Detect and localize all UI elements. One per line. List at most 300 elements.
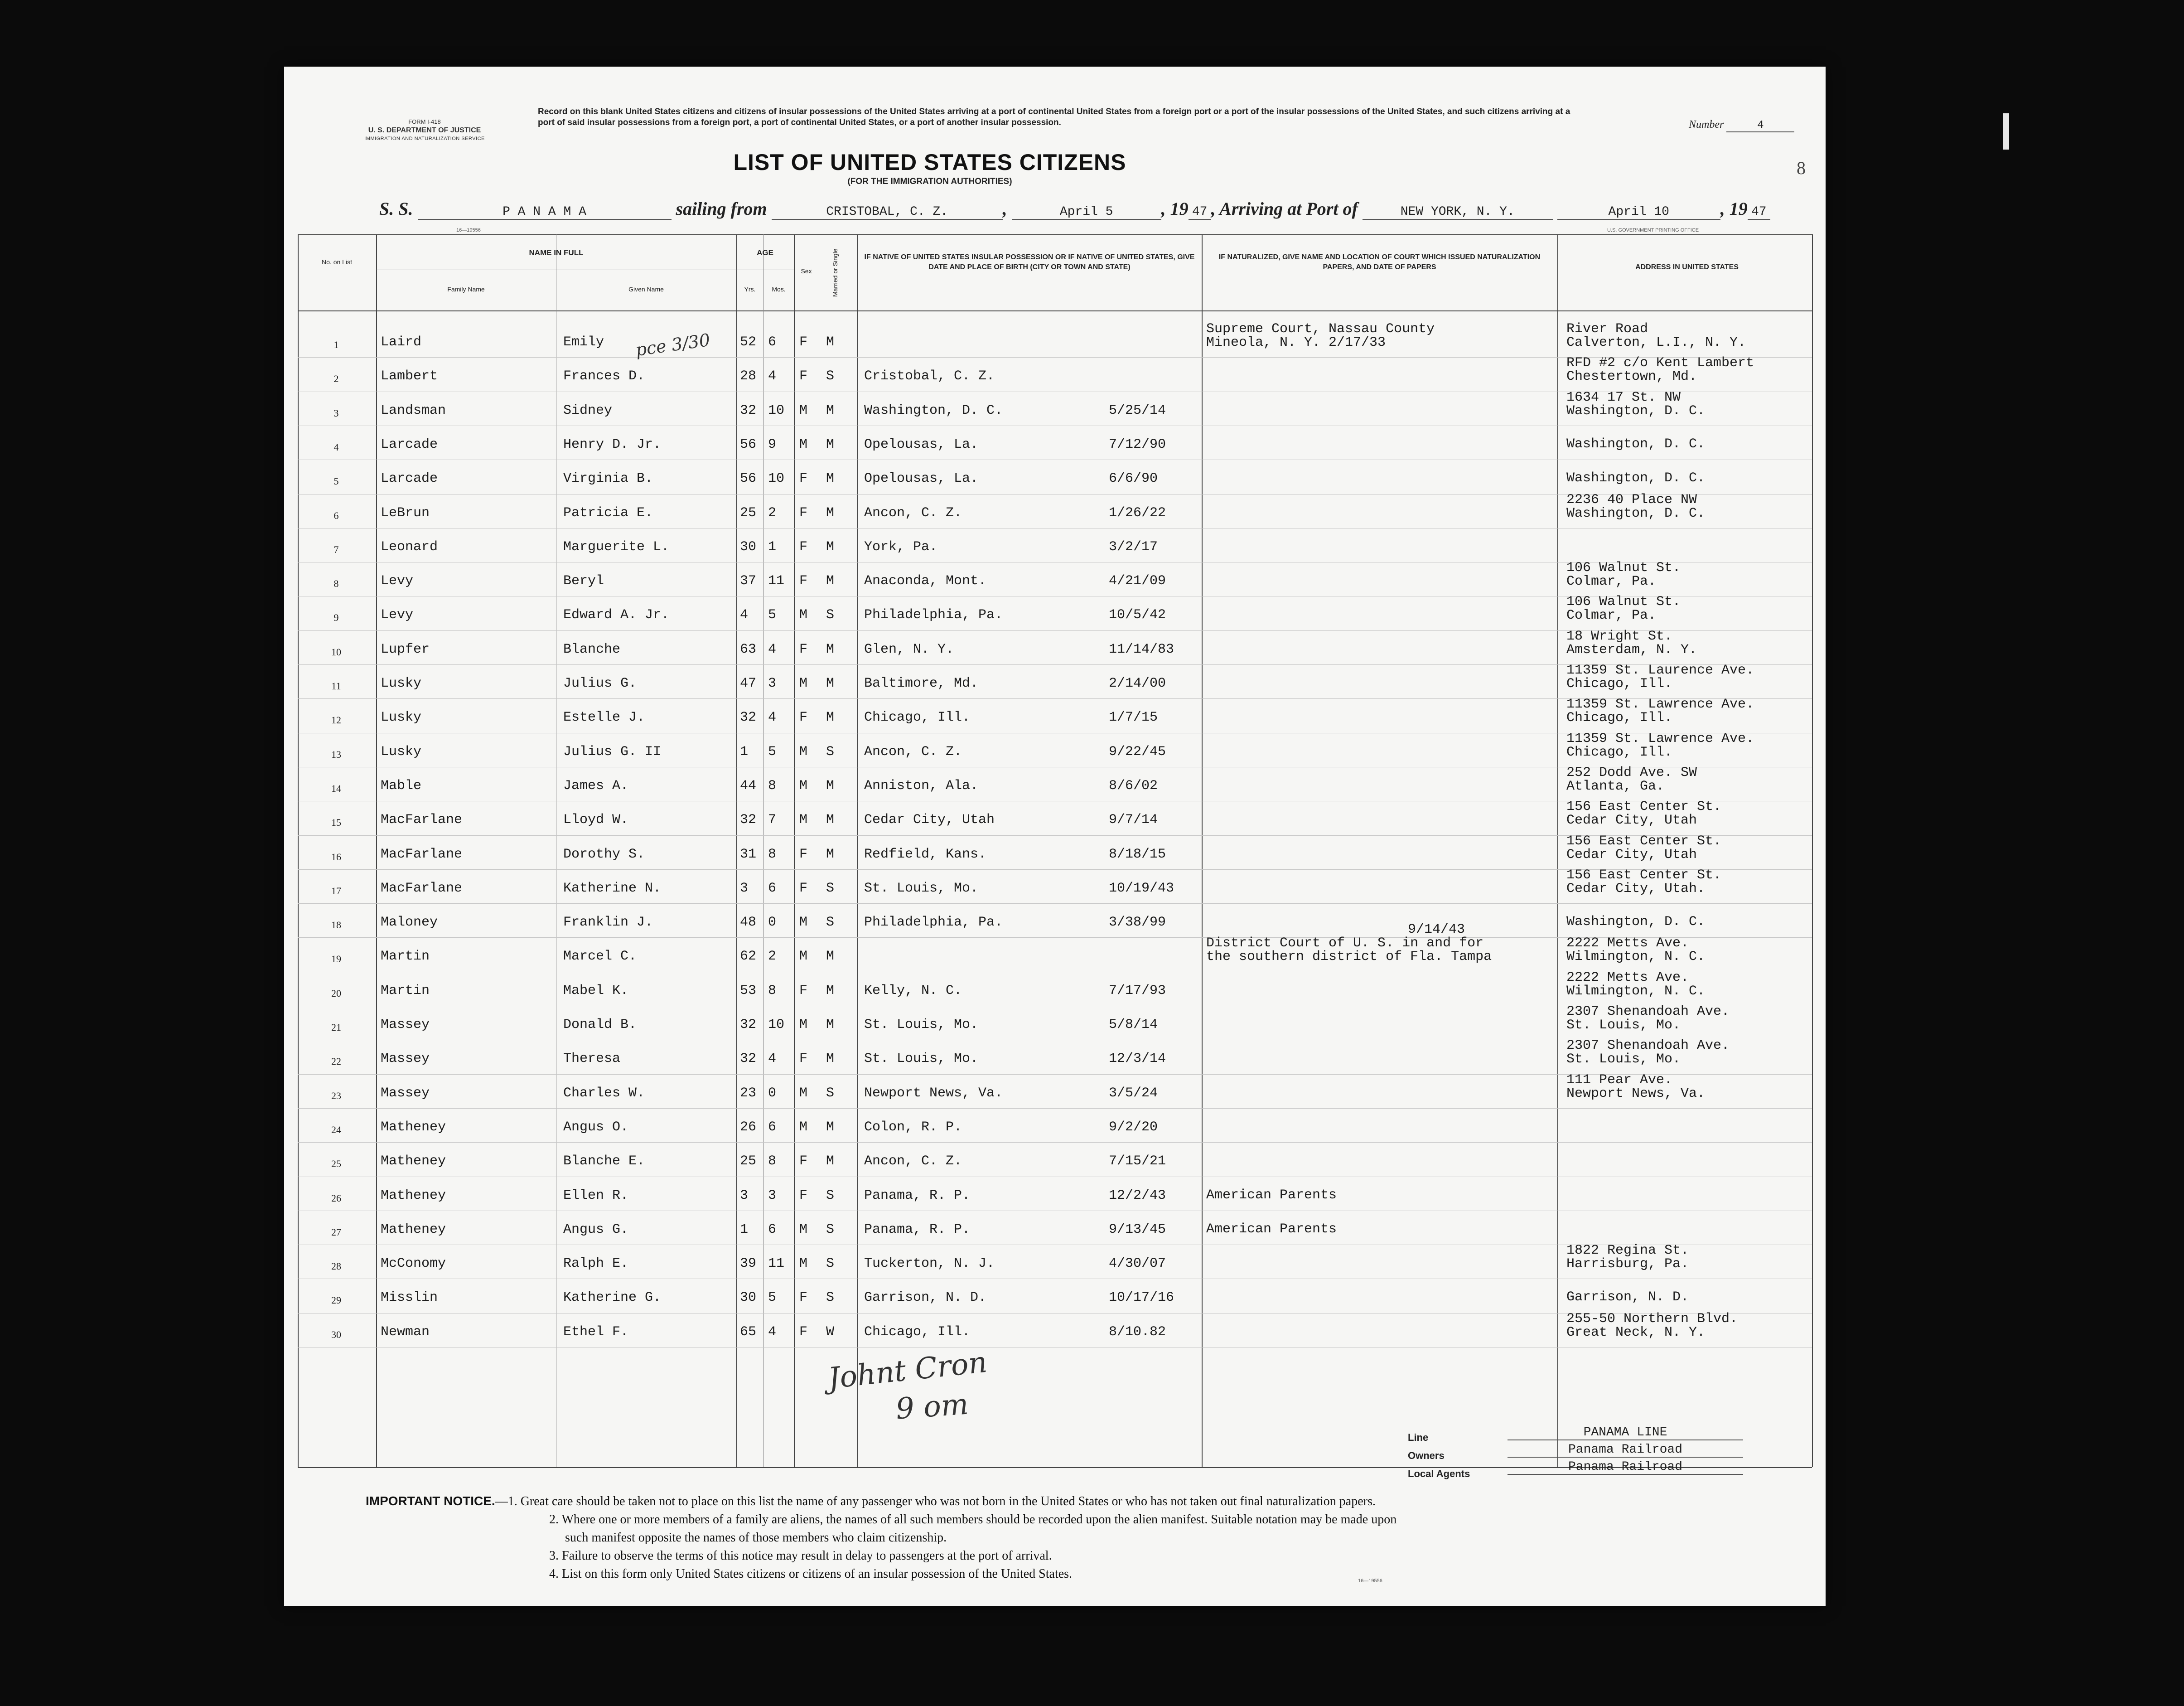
row-number: 15: [331, 817, 341, 829]
row-number: 3: [333, 407, 339, 419]
age-years: 47: [740, 676, 757, 691]
header-no-on-list: No. on List: [322, 258, 352, 266]
age-years: 65: [740, 1324, 757, 1340]
us-address: 156 East Center St. Cedar City, Utah: [1566, 833, 1722, 863]
row-number: 10: [331, 646, 341, 658]
number-value: 4: [1726, 119, 1794, 132]
marital-status: S: [826, 1290, 835, 1306]
family-name: Matheney: [381, 1153, 446, 1169]
sex: F: [799, 641, 808, 657]
birth-place: Cristobal, C. Z.: [864, 368, 995, 384]
age-years: 25: [740, 1153, 757, 1169]
marital-status: M: [826, 1119, 835, 1135]
bottom-print-code: 16—19556: [1358, 1578, 1382, 1584]
local-agents-value: Panama Railroad: [1508, 1460, 1743, 1475]
sex: F: [799, 539, 808, 555]
marital-status: M: [826, 539, 835, 555]
marital-status: M: [826, 471, 835, 487]
given-name: Ralph E.: [563, 1256, 629, 1272]
given-name: Franklin J.: [563, 915, 653, 931]
us-address: 2222 Metts Ave. Wilmington, N. C.: [1566, 935, 1706, 965]
marital-status: S: [826, 1221, 835, 1237]
birth-place: Opelousas, La.: [864, 471, 979, 487]
given-name: Patricia E.: [563, 505, 653, 521]
marital-status: S: [826, 1187, 835, 1203]
sex: F: [799, 471, 808, 487]
important-notice: [366, 1492, 1816, 1583]
row-number: 9: [333, 612, 339, 624]
birth-place: St. Louis, Mo.: [864, 1017, 979, 1032]
age-months: 10: [768, 1017, 785, 1032]
marital-status: S: [826, 368, 835, 384]
naturalization-info: American Parents: [1206, 1187, 1337, 1203]
age-months: 6: [768, 1221, 777, 1237]
owners-label: Owners: [1408, 1450, 1445, 1461]
given-name: Estelle J.: [563, 710, 645, 726]
number-label: Number: [1689, 119, 1724, 131]
age-years: 3: [740, 1187, 749, 1203]
marital-status: M: [826, 983, 835, 998]
family-name: Lusky: [381, 744, 422, 760]
birth-date: 10/5/42: [1109, 607, 1166, 623]
family-name: Matheney: [381, 1119, 446, 1135]
age-years: 44: [740, 778, 757, 794]
sex: F: [799, 334, 808, 350]
birth-place: Cedar City, Utah: [864, 812, 995, 828]
us-address: RFD #2 c/o Kent Lambert Chestertown, Md.: [1566, 355, 1754, 385]
given-name: Sidney: [563, 402, 613, 418]
given-name: Donald B.: [563, 1017, 637, 1032]
row-number: 27: [331, 1226, 341, 1238]
us-address: 2222 Metts Ave. Wilmington, N. C.: [1566, 969, 1706, 999]
table-top-border: [298, 234, 1812, 235]
us-address: 106 Walnut St. Colmar, Pa.: [1566, 560, 1681, 590]
age-months: 10: [768, 402, 785, 418]
handwritten-note-row1: pce 3/30: [634, 330, 711, 360]
line-value: PANAMA LINE: [1508, 1425, 1743, 1440]
sex: M: [799, 1221, 808, 1237]
print-code: 16—19556: [456, 228, 481, 233]
department-name: U. S. DEPARTMENT OF JUSTICE: [368, 126, 481, 134]
age-months: 2: [768, 949, 777, 964]
us-address: 11359 St. Laurence Ave. Chicago, Ill.: [1566, 663, 1754, 692]
row-number: 2: [333, 373, 339, 385]
birth-date: 10/17/16: [1109, 1290, 1174, 1306]
age-months: 1: [768, 539, 777, 555]
birth-place: Ancon, C. Z.: [864, 744, 962, 760]
handwritten-signature-2: 9 om: [894, 1387, 970, 1426]
row-number: 18: [331, 919, 341, 931]
row-number: 4: [333, 441, 339, 453]
row-number: 19: [331, 953, 341, 965]
header-family-name: Family Name: [447, 286, 485, 293]
given-name: Marguerite L.: [563, 539, 670, 555]
family-name: McConomy: [381, 1256, 446, 1272]
row-number: 23: [331, 1090, 341, 1101]
age-years: 48: [740, 915, 757, 931]
us-address: 1822 Regina St. Harrisburg, Pa.: [1566, 1243, 1689, 1272]
sex: M: [799, 676, 808, 691]
marital-status: M: [826, 1017, 835, 1032]
sex: M: [799, 744, 808, 760]
row-number: 17: [331, 885, 341, 897]
header-naturalized: IF NATURALIZED, GIVE NAME AND LOCATION OF COURT WHICH ISSUED NATURALIZATION PAPERS, AND DATE OF PAPERS: [1218, 253, 1541, 271]
marital-status: M: [826, 676, 835, 691]
us-address: 255-50 Northern Blvd. Great Neck, N. Y.: [1566, 1311, 1738, 1340]
birth-date: 4/30/07: [1109, 1256, 1166, 1272]
sex: M: [799, 1085, 808, 1101]
age-years: 56: [740, 436, 757, 452]
sex: F: [799, 573, 808, 589]
notice-item-4: 4. List on this form only United States citizens or citizens of an insular possession of the United States.: [549, 1567, 1073, 1581]
family-name: Misslin: [381, 1290, 438, 1306]
form-code: FORM I-418: [408, 118, 441, 125]
age-months: 4: [768, 368, 777, 384]
header-birth: IF NATIVE OF UNITED STATES INSULAR POSSESSION OR IF NATIVE OF UNITED STATES, GIVE DATE AND PLACE OF BIRTH (CITY OR TOWN AND STATE): [864, 253, 1195, 271]
age-years: 28: [740, 368, 757, 384]
birth-date: 8/10.82: [1109, 1324, 1166, 1340]
birth-date: 4/21/09: [1109, 573, 1166, 589]
marital-status: S: [826, 880, 835, 896]
birth-date: 9/13/45: [1109, 1221, 1166, 1237]
row-number: 29: [331, 1294, 341, 1306]
sex: M: [799, 1119, 808, 1135]
given-name: Beryl: [563, 573, 604, 589]
marital-status: M: [826, 778, 835, 794]
age-months: 4: [768, 1324, 777, 1340]
birth-place: York, Pa.: [864, 539, 938, 555]
age-years: 39: [740, 1256, 757, 1272]
us-address: 156 East Center St. Cedar City, Utah: [1566, 799, 1722, 829]
marital-status: M: [826, 573, 835, 589]
row-rule: [298, 903, 1812, 904]
birth-place: Anniston, Ala.: [864, 778, 979, 794]
age-months: 3: [768, 676, 777, 691]
column-divider: [298, 234, 299, 1467]
header-given-name: Given Name: [628, 286, 664, 293]
us-address: Washington, D. C.: [1566, 470, 1706, 486]
age-months: 0: [768, 1085, 777, 1101]
page-stamp: 8: [1797, 158, 1806, 178]
age-years: 32: [740, 812, 757, 828]
naturalization-info: District Court of U. S. in and for the southern district of Fla. Tampa: [1206, 935, 1492, 965]
age-months: 4: [768, 1051, 777, 1067]
birth-date: 9/22/45: [1109, 744, 1166, 760]
list-number: [1689, 119, 1794, 132]
given-name: Blanche E.: [563, 1153, 645, 1169]
birth-place: St. Louis, Mo.: [864, 880, 979, 896]
column-divider: [736, 234, 737, 1467]
given-name: Blanche: [563, 641, 621, 657]
page-subtitle: (FOR THE IMMIGRATION AUTHORITIES): [847, 177, 1012, 186]
marital-status: M: [826, 949, 835, 964]
owners-value: Panama Railroad: [1508, 1443, 1743, 1458]
age-months: 10: [768, 471, 785, 487]
age-years: 30: [740, 1290, 757, 1306]
us-address: 2307 Shenandoah Ave. St. Louis, Mo.: [1566, 1038, 1730, 1067]
family-name: Martin: [381, 983, 430, 998]
naturalization-info: American Parents: [1206, 1221, 1337, 1237]
sex: F: [799, 880, 808, 896]
given-name: James A.: [563, 778, 629, 794]
birth-date: 7/17/93: [1109, 983, 1166, 998]
arriving-label: Arriving at Port of: [1219, 199, 1358, 219]
row-number: 25: [331, 1158, 341, 1170]
given-name: Emily: [563, 334, 604, 350]
family-name: Lusky: [381, 676, 422, 691]
family-name: Lambert: [381, 368, 438, 384]
notice-item-3: 3. Failure to observe the terms of this notice may result in delay to passengers at the port of arrival.: [549, 1549, 1052, 1563]
given-name: Frances D.: [563, 368, 645, 384]
row-number: 12: [331, 714, 341, 726]
marital-status: S: [826, 1256, 835, 1272]
sex: F: [799, 1290, 808, 1306]
birth-date: 3/5/24: [1109, 1085, 1158, 1101]
birth-place: Baltimore, Md.: [864, 676, 979, 691]
birth-place: Opelousas, La.: [864, 436, 979, 452]
sex: F: [799, 505, 808, 521]
us-address: 2307 Shenandoah Ave. St. Louis, Mo.: [1566, 1004, 1730, 1033]
us-address: Washington, D. C.: [1566, 914, 1706, 930]
given-name: Dorothy S.: [563, 846, 645, 862]
header-age: AGE: [757, 248, 773, 257]
age-years: 32: [740, 1017, 757, 1032]
age-years: 31: [740, 846, 757, 862]
marital-status: M: [826, 1051, 835, 1067]
handwritten-signature: Johnt Cron: [826, 1345, 989, 1396]
year-prefix: 19: [1170, 199, 1189, 219]
header-name-in-full: NAME IN FULL: [529, 248, 584, 257]
marital-status: M: [826, 812, 835, 828]
family-name: Levy: [381, 573, 414, 589]
family-name: Massey: [381, 1085, 430, 1101]
office-note: U.S. GOVERNMENT PRINTING OFFICE: [1607, 228, 1699, 233]
age-years: 63: [740, 641, 757, 657]
family-name: MacFarlane: [381, 846, 463, 862]
family-name: LeBrun: [381, 505, 430, 521]
age-months: 8: [768, 846, 777, 862]
row-number: 16: [331, 851, 341, 863]
given-name: Ellen R.: [563, 1187, 629, 1203]
row-number: 20: [331, 987, 341, 999]
birth-date: 1/26/22: [1109, 505, 1166, 521]
birth-date: 8/6/02: [1109, 778, 1158, 794]
age-years: 56: [740, 471, 757, 487]
marital-status: M: [826, 402, 835, 418]
us-address: 1634 17 St. NW Washington, D. C.: [1566, 389, 1706, 419]
column-divider: [1812, 234, 1813, 1467]
age-months: 5: [768, 607, 777, 623]
line-label: Line: [1408, 1432, 1429, 1443]
departure-date: April 5: [1012, 205, 1161, 220]
age-months: 8: [768, 1153, 777, 1169]
age-months: 7: [768, 812, 777, 828]
birth-date: 1/7/15: [1109, 710, 1158, 726]
us-address: 252 Dodd Ave. SW Atlanta, Ga.: [1566, 765, 1697, 794]
marital-status: M: [826, 846, 835, 862]
header-sex: Sex: [801, 267, 812, 275]
column-divider: [794, 234, 795, 1467]
age-months: 0: [768, 915, 777, 931]
age-months: 8: [768, 983, 777, 998]
sex: M: [799, 607, 808, 623]
marital-status: M: [826, 710, 835, 726]
us-address: 2236 40 Place NW Washington, D. C.: [1566, 492, 1706, 521]
sex: F: [799, 1324, 808, 1340]
age-years: 32: [740, 402, 757, 418]
sex: M: [799, 949, 808, 964]
sex: F: [799, 846, 808, 862]
naturalization-info: Supreme Court, Nassau County Mineola, N. Y. 2/17/33: [1206, 321, 1435, 350]
age-years: 37: [740, 573, 757, 589]
marital-status: M: [826, 641, 835, 657]
row-number: 26: [331, 1192, 341, 1204]
column-divider: [1557, 234, 1558, 1467]
row-number: 7: [333, 543, 339, 555]
birth-place: Philadelphia, Pa.: [864, 915, 1003, 931]
birth-date: 7/15/21: [1109, 1153, 1166, 1169]
us-address: Washington, D. C.: [1566, 436, 1706, 452]
birth-date: 3/2/17: [1109, 539, 1158, 555]
birth-date: 12/3/14: [1109, 1051, 1166, 1067]
age-months: 5: [768, 1290, 777, 1306]
sex: M: [799, 402, 808, 418]
given-name: Edward A. Jr.: [563, 607, 670, 623]
arrival-date: April 10: [1557, 205, 1720, 220]
row-number: 24: [331, 1124, 341, 1135]
birth-date: 3/38/99: [1109, 915, 1166, 931]
sex: M: [799, 1017, 808, 1032]
us-address: 156 East Center St. Cedar City, Utah.: [1566, 867, 1722, 897]
age-years: 53: [740, 983, 757, 998]
age-years: 3: [740, 880, 749, 896]
family-name: Levy: [381, 607, 414, 623]
birth-date: 8/18/15: [1109, 846, 1166, 862]
marital-status: W: [826, 1324, 835, 1340]
given-name: Angus O.: [563, 1119, 629, 1135]
sex: M: [799, 436, 808, 452]
ship-name: P A N A M A: [418, 205, 672, 220]
birth-date: 6/6/90: [1109, 471, 1158, 487]
departure-year: 47: [1189, 205, 1211, 220]
row-number: 30: [331, 1328, 341, 1340]
family-name: Landsman: [381, 402, 446, 418]
age-months: 2: [768, 505, 777, 521]
row-number: 6: [333, 509, 339, 521]
given-name: Theresa: [563, 1051, 621, 1067]
row-number: 22: [331, 1056, 341, 1067]
age-years: 1: [740, 1221, 749, 1237]
birth-place: St. Louis, Mo.: [864, 1051, 979, 1067]
departure-port: CRISTOBAL, C. Z.: [772, 205, 1003, 220]
arrival-year: 47: [1748, 205, 1770, 220]
age-years: 52: [740, 334, 757, 350]
family-name: Martin: [381, 949, 430, 964]
header-mos: Mos.: [772, 286, 786, 293]
marital-status: S: [826, 607, 835, 623]
given-name: Angus G.: [563, 1221, 629, 1237]
header-married-single: Married or Single: [831, 248, 839, 297]
header-yrs: Yrs.: [744, 286, 756, 293]
age-years: 26: [740, 1119, 757, 1135]
given-name: Julius G.: [563, 676, 637, 691]
birth-date: 2/14/00: [1109, 676, 1166, 691]
age-months: 8: [768, 778, 777, 794]
birth-place: Colon, R. P.: [864, 1119, 962, 1135]
age-years: 1: [740, 744, 749, 760]
birth-place: Newport News, Va.: [864, 1085, 1003, 1101]
column-divider: [763, 234, 764, 1467]
family-name: Larcade: [381, 436, 438, 452]
birth-date: 12/2/43: [1109, 1187, 1166, 1203]
local-agents-label: Local Agents: [1408, 1468, 1470, 1479]
marital-status: M: [826, 334, 835, 350]
row-number: 5: [333, 475, 339, 487]
age-years: 30: [740, 539, 757, 555]
page-title: LIST OF UNITED STATES CITIZENS: [733, 150, 1126, 175]
notice-item-2-cont: such manifest opposite the names of those members who claim citizenship.: [565, 1531, 947, 1545]
family-name: Larcade: [381, 471, 438, 487]
us-address: River Road Calverton, L.I., N. Y.: [1566, 321, 1746, 350]
header-address: ADDRESS IN UNITED STATES: [1635, 263, 1739, 271]
family-name: Lupfer: [381, 641, 430, 657]
birth-date: 5/25/14: [1109, 402, 1166, 418]
given-name: Charles W.: [563, 1085, 645, 1101]
family-name: Maloney: [381, 915, 438, 931]
row-number: 13: [331, 748, 341, 760]
birth-date: 9/7/14: [1109, 812, 1158, 828]
given-name: Marcel C.: [563, 949, 637, 964]
header-bottom-border: [298, 310, 1812, 311]
sex: F: [799, 1153, 808, 1169]
film-edge-mark: [2003, 113, 2009, 150]
form-reference: [329, 117, 520, 143]
column-divider: [857, 234, 858, 1467]
family-name: Massey: [381, 1017, 430, 1032]
sex: M: [799, 1256, 808, 1272]
birth-place: Philadelphia, Pa.: [864, 607, 1003, 623]
family-name: MacFarlane: [381, 880, 463, 896]
birth-place: Chicago, Ill.: [864, 1324, 971, 1340]
birth-date: 5/8/14: [1109, 1017, 1158, 1032]
birth-date: 7/12/90: [1109, 436, 1166, 452]
given-name: Julius G. II: [563, 744, 662, 760]
age-years: 32: [740, 1051, 757, 1067]
year-prefix: 19: [1729, 199, 1748, 219]
row-number: 11: [331, 680, 341, 692]
given-name: Henry D. Jr.: [563, 436, 662, 452]
age-months: 3: [768, 1187, 777, 1203]
record-instructions: Record on this blank United States citizens and citizens of insular possessions of the United States arriving at a port of continental United States from a foreign port or a port of the insular possessions of the United States, and such citizens arriving at a port of said insular possessions from a foreign port, a port of continental United States, or a port of another insular possession.: [538, 107, 1570, 127]
birth-place: Glen, N. Y.: [864, 641, 954, 657]
marital-status: S: [826, 1085, 835, 1101]
sex: F: [799, 368, 808, 384]
birth-date: 9/2/20: [1109, 1119, 1158, 1135]
family-name: Laird: [381, 334, 422, 350]
family-name: Massey: [381, 1051, 430, 1067]
birth-place: Tuckerton, N. J.: [864, 1256, 995, 1272]
family-name: Leonard: [381, 539, 438, 555]
us-address: 106 Walnut St. Colmar, Pa.: [1566, 594, 1681, 624]
family-name: Matheney: [381, 1221, 446, 1237]
family-name: MacFarlane: [381, 812, 463, 828]
given-name: Virginia B.: [563, 471, 653, 487]
row-number: 1: [333, 339, 339, 350]
family-name: Lusky: [381, 710, 422, 726]
sex: M: [799, 812, 808, 828]
column-divider: [1202, 234, 1203, 1467]
row-number: 8: [333, 578, 339, 590]
